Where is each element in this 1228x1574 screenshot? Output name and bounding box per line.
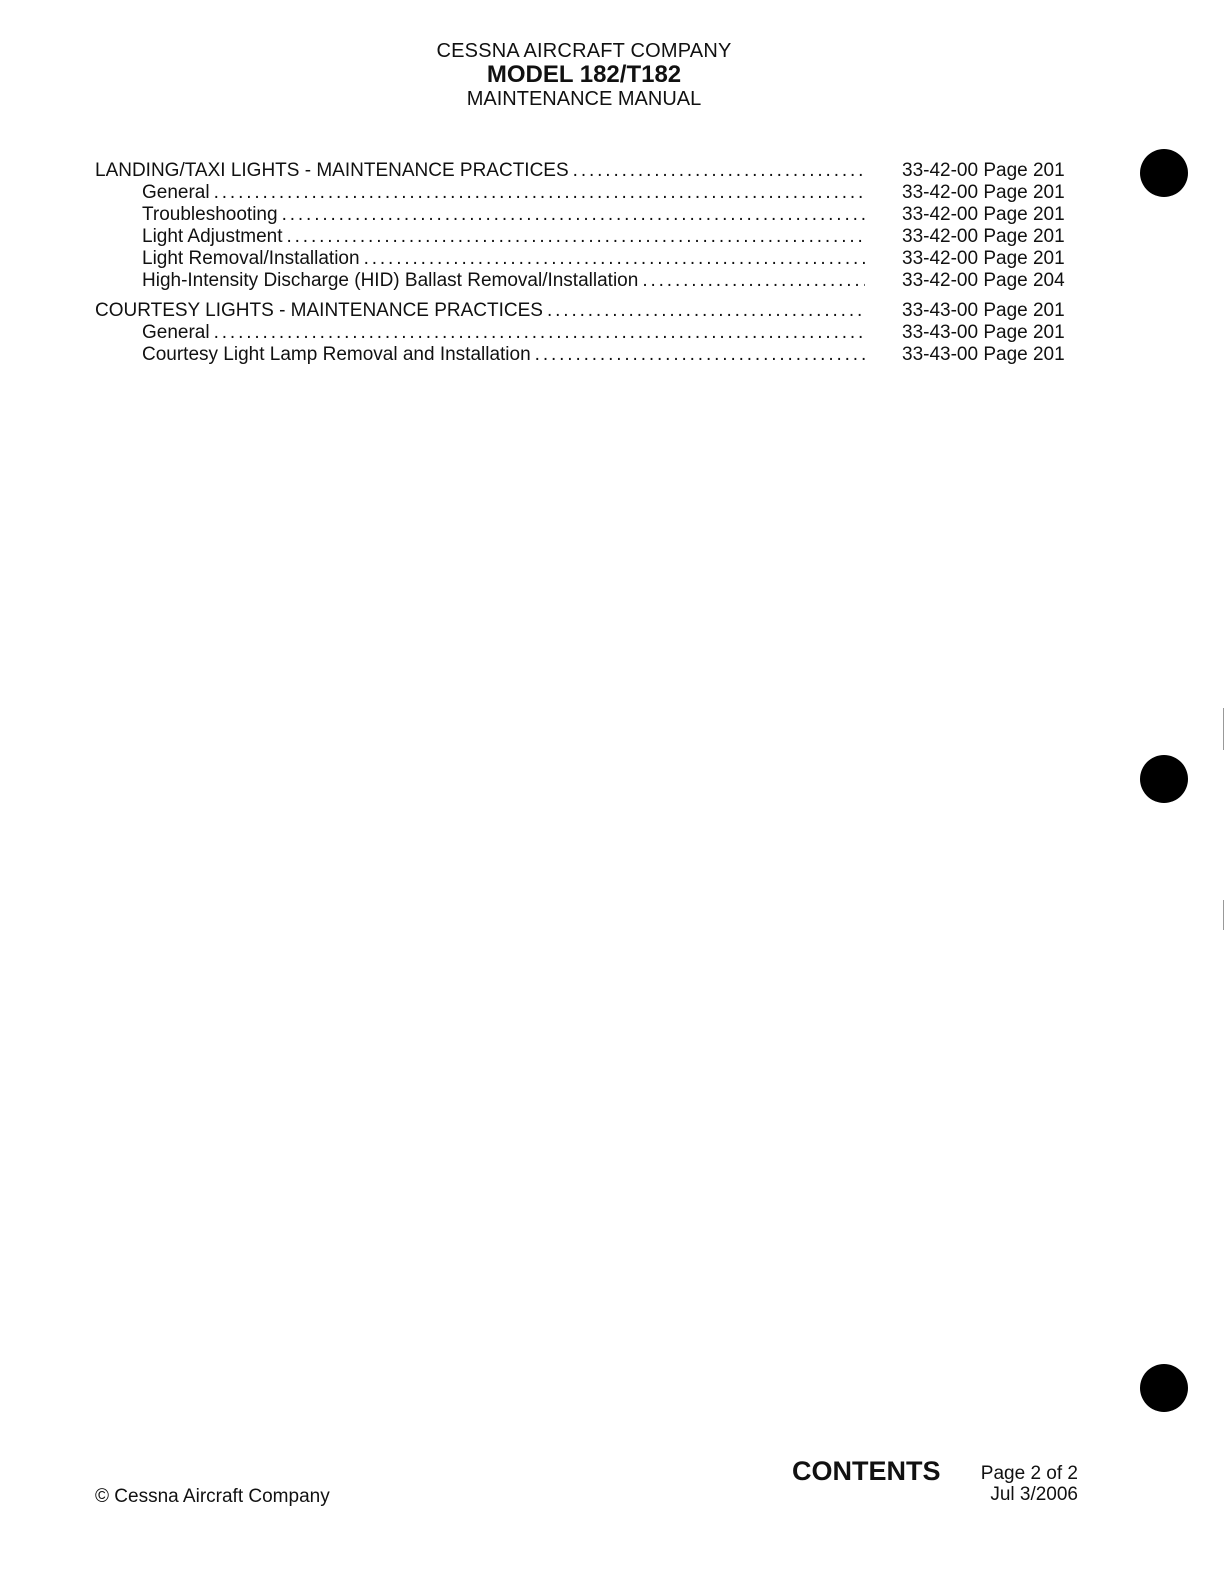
revision-date: Jul 3/2006 xyxy=(990,1484,1078,1505)
toc-entry-page-ref: 33-43-00 Page 201 xyxy=(902,300,1065,321)
toc-entry-title: Troubleshooting xyxy=(142,204,282,225)
punch-hole-middle xyxy=(1140,755,1188,803)
toc-entry[interactable] xyxy=(95,160,1075,182)
toc-entry[interactable] xyxy=(95,204,1075,226)
toc-entry-page-ref: 33-42-00 Page 201 xyxy=(902,160,1065,181)
toc-entry-title: General xyxy=(142,322,214,343)
toc-section-landing-taxi-lights xyxy=(95,160,1075,292)
toc-entry-title: LANDING/TAXI LIGHTS - MAINTENANCE PRACTICES xyxy=(95,160,573,181)
page-number: Page 2 of 2 xyxy=(980,1463,1078,1484)
toc-entry[interactable] xyxy=(95,344,1075,366)
toc-entry-title: Light Removal/Installation xyxy=(142,248,364,269)
toc-entry-title: High-Intensity Discharge (HID) Ballast Removal/Installation xyxy=(142,270,642,291)
toc-entry-title: Courtesy Light Lamp Removal and Installation xyxy=(142,344,535,365)
toc-entry-title: COURTESY LIGHTS - MAINTENANCE PRACTICES xyxy=(95,300,547,321)
toc-entry-title: Light Adjustment xyxy=(142,226,286,247)
document-header xyxy=(0,40,1168,110)
toc-entry[interactable] xyxy=(95,248,1075,270)
scan-edge-mark xyxy=(1223,708,1224,750)
toc-entry[interactable] xyxy=(95,270,1075,292)
model-title: MODEL 182/T182 xyxy=(486,61,682,88)
toc-entry-page-ref: 33-42-00 Page 204 xyxy=(902,270,1065,291)
toc-entry[interactable] xyxy=(95,226,1075,248)
punch-hole-top xyxy=(1140,149,1188,197)
company-name: CESSNA AIRCRAFT COMPANY xyxy=(436,40,732,62)
toc-entry-page-ref: 33-42-00 Page 201 xyxy=(902,182,1065,203)
toc-entry-page-ref: 33-42-00 Page 201 xyxy=(902,248,1065,269)
punch-hole-bottom xyxy=(1140,1364,1188,1412)
toc-entry-page-ref: 33-42-00 Page 201 xyxy=(902,204,1065,225)
scan-edge-mark xyxy=(1223,900,1224,930)
toc-entry-page-ref: 33-43-00 Page 201 xyxy=(902,344,1065,365)
copyright-notice: © Cessna Aircraft Company xyxy=(95,1486,330,1507)
manual-title: MAINTENANCE MANUAL xyxy=(466,88,702,110)
toc-section-courtesy-lights xyxy=(95,300,1075,366)
toc-entry[interactable] xyxy=(95,182,1075,204)
section-label: CONTENTS xyxy=(792,1456,941,1486)
toc-entry-title: General xyxy=(142,182,214,203)
toc-entry[interactable] xyxy=(95,300,1075,322)
toc-entry[interactable] xyxy=(95,322,1075,344)
page-info xyxy=(981,1463,1078,1505)
toc-entry-page-ref: 33-43-00 Page 201 xyxy=(902,322,1065,343)
toc-entry-page-ref: 33-42-00 Page 201 xyxy=(902,226,1065,247)
table-of-contents xyxy=(95,160,1075,374)
